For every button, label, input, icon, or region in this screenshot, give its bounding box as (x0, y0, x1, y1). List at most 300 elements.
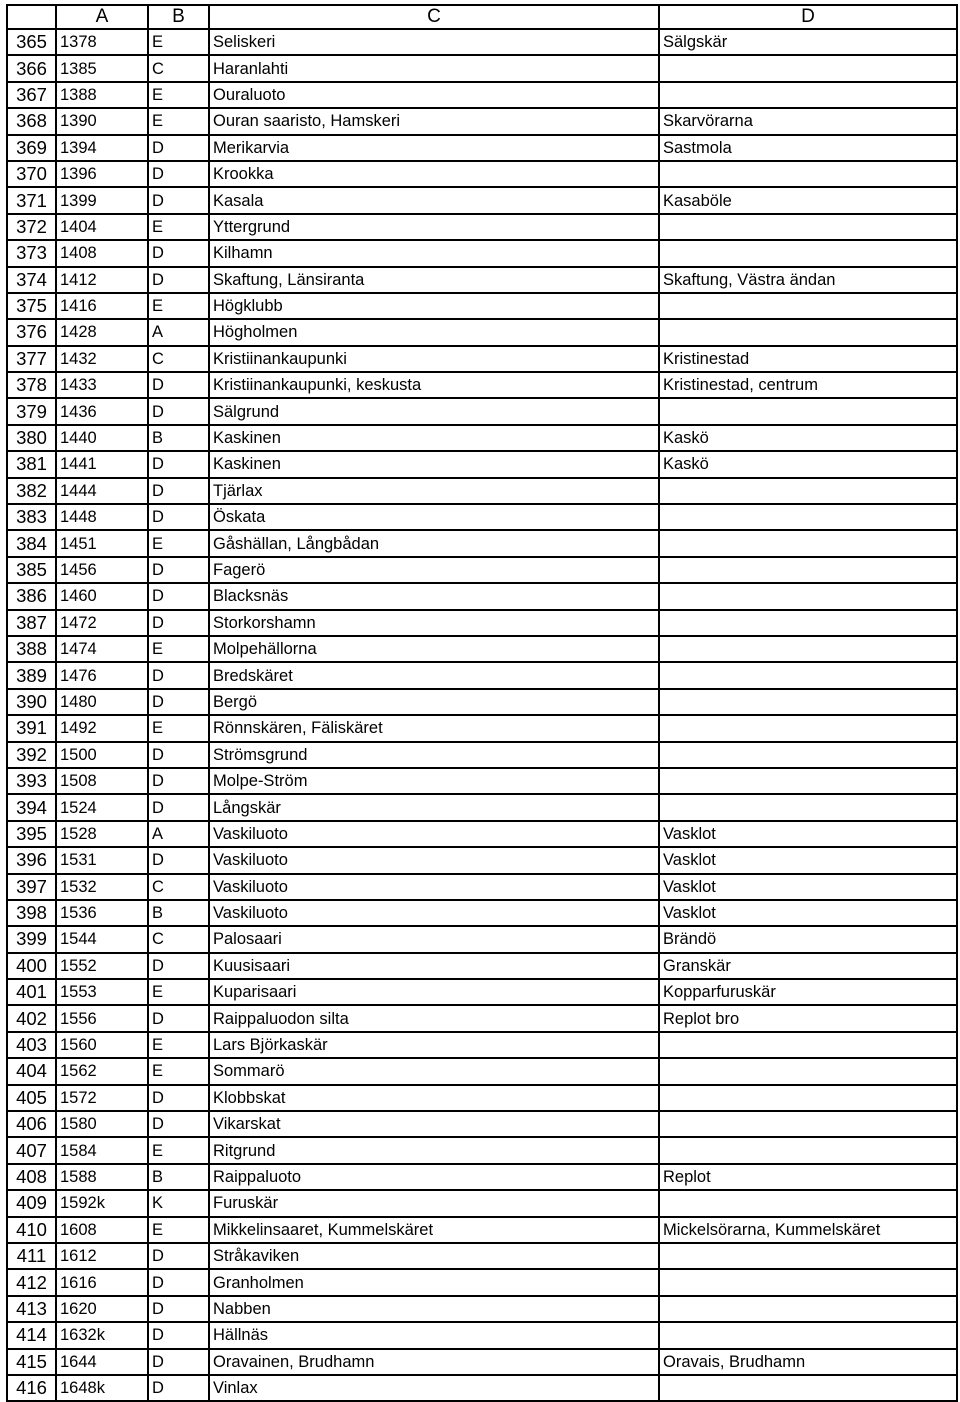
cell-b[interactable]: D (148, 662, 209, 688)
cell-b[interactable]: E (148, 293, 209, 319)
cell-b[interactable]: A (148, 821, 209, 847)
cell-d[interactable] (659, 293, 957, 319)
cell-b[interactable]: A (148, 319, 209, 345)
cell-c[interactable]: Fagerö (209, 557, 659, 583)
cell-a[interactable]: 1544 (56, 926, 148, 952)
cell-d[interactable] (659, 1269, 957, 1295)
row-number[interactable]: 398 (7, 900, 56, 926)
cell-a[interactable]: 1492 (56, 715, 148, 741)
cell-b[interactable]: B (148, 900, 209, 926)
cell-a[interactable]: 1378 (56, 29, 148, 55)
cell-a[interactable]: 1451 (56, 530, 148, 556)
cell-c[interactable]: Storkorshamn (209, 610, 659, 636)
table-row (7, 662, 957, 688)
cell-c[interactable]: Ritgrund (209, 1137, 659, 1163)
cell-a[interactable]: 1432 (56, 346, 148, 372)
cell-d[interactable] (659, 1322, 957, 1348)
column-header-b[interactable]: B (148, 5, 209, 29)
cell-a[interactable]: 1456 (56, 557, 148, 583)
cell-a[interactable]: 1428 (56, 319, 148, 345)
select-all-corner[interactable] (7, 5, 56, 29)
row-number[interactable]: 378 (7, 372, 56, 398)
cell-d[interactable] (659, 504, 957, 530)
cell-a[interactable]: 1572 (56, 1085, 148, 1111)
cell-a[interactable]: 1440 (56, 425, 148, 451)
table-row (7, 161, 957, 187)
cell-b[interactable]: D (148, 1269, 209, 1295)
table-row (7, 82, 957, 108)
cell-b[interactable]: E (148, 979, 209, 1005)
cell-c[interactable]: Stråkaviken (209, 1243, 659, 1269)
table-row (7, 1322, 957, 1348)
cell-a[interactable]: 1553 (56, 979, 148, 1005)
cell-b[interactable]: E (148, 1058, 209, 1084)
table-row (7, 821, 957, 847)
column-header-d[interactable]: D (659, 5, 957, 29)
row-number[interactable]: 379 (7, 398, 56, 424)
cell-c[interactable]: Gåshällan, Långbådan (209, 530, 659, 556)
cell-d[interactable]: Replot bro (659, 1005, 957, 1031)
row-number[interactable]: 404 (7, 1058, 56, 1084)
table-row (7, 900, 957, 926)
cell-d[interactable] (659, 1111, 957, 1137)
cell-a[interactable]: 1441 (56, 451, 148, 477)
cell-a[interactable]: 1592k (56, 1190, 148, 1216)
table-row (7, 1269, 957, 1295)
cell-c[interactable]: Kuparisaari (209, 979, 659, 1005)
table-row (7, 1296, 957, 1322)
cell-b[interactable]: D (148, 742, 209, 768)
cell-b[interactable]: C (148, 346, 209, 372)
row-number[interactable]: 382 (7, 478, 56, 504)
cell-d[interactable] (659, 478, 957, 504)
cell-b[interactable]: C (148, 874, 209, 900)
cell-b[interactable]: E (148, 214, 209, 240)
table-row (7, 1375, 957, 1401)
row-number[interactable]: 369 (7, 135, 56, 161)
row-number[interactable]: 413 (7, 1296, 56, 1322)
row-number[interactable]: 397 (7, 874, 56, 900)
cell-a[interactable]: 1390 (56, 108, 148, 134)
cell-b[interactable]: K (148, 1190, 209, 1216)
row-number[interactable]: 395 (7, 821, 56, 847)
column-header-c[interactable]: C (209, 5, 659, 29)
cell-b[interactable]: D (148, 478, 209, 504)
table-row (7, 953, 957, 979)
cell-c[interactable]: Haranlahti (209, 55, 659, 81)
cell-b[interactable]: B (148, 425, 209, 451)
table-row (7, 847, 957, 873)
cell-a[interactable]: 1460 (56, 583, 148, 609)
row-number[interactable]: 396 (7, 847, 56, 873)
cell-b[interactable]: D (148, 1111, 209, 1137)
row-number[interactable]: 372 (7, 214, 56, 240)
cell-b[interactable]: D (148, 398, 209, 424)
table-row (7, 742, 957, 768)
cell-a[interactable]: 1433 (56, 372, 148, 398)
row-number[interactable]: 380 (7, 425, 56, 451)
table-row (7, 346, 957, 372)
cell-a[interactable]: 1584 (56, 1137, 148, 1163)
cell-c[interactable]: Öskata (209, 504, 659, 530)
cell-d[interactable] (659, 662, 957, 688)
cell-c[interactable]: Molpehällorna (209, 636, 659, 662)
table-row (7, 398, 957, 424)
row-number[interactable]: 407 (7, 1137, 56, 1163)
row-number[interactable]: 383 (7, 504, 56, 530)
row-number[interactable]: 366 (7, 55, 56, 81)
cell-b[interactable]: D (148, 847, 209, 873)
cell-b[interactable]: E (148, 1137, 209, 1163)
cell-d[interactable] (659, 82, 957, 108)
cell-d[interactable] (659, 530, 957, 556)
cell-c[interactable]: Yttergrund (209, 214, 659, 240)
cell-c[interactable]: Raippaluodon silta (209, 1005, 659, 1031)
cell-a[interactable]: 1388 (56, 82, 148, 108)
cell-d[interactable] (659, 1296, 957, 1322)
cell-b[interactable]: D (148, 161, 209, 187)
cell-c[interactable]: Seliskeri (209, 29, 659, 55)
cell-c[interactable]: Vaskiluoto (209, 900, 659, 926)
row-number[interactable]: 388 (7, 636, 56, 662)
cell-c[interactable]: Kuusisaari (209, 953, 659, 979)
spreadsheet-grid (6, 4, 958, 1402)
cell-c[interactable]: Oravainen, Brudhamn (209, 1349, 659, 1375)
cell-d[interactable]: Kristinestad (659, 346, 957, 372)
table-row (7, 1164, 957, 1190)
cell-b[interactable]: E (148, 715, 209, 741)
cell-d[interactable]: Kaskö (659, 451, 957, 477)
cell-a[interactable]: 1408 (56, 240, 148, 266)
cell-c[interactable]: Sommarö (209, 1058, 659, 1084)
cell-c[interactable]: Krookka (209, 161, 659, 187)
cell-d[interactable]: Mickelsörarna, Kummelskäret (659, 1217, 957, 1243)
column-header-a[interactable]: A (56, 5, 148, 29)
table-row (7, 293, 957, 319)
table-row (7, 451, 957, 477)
cell-b[interactable]: D (148, 1005, 209, 1031)
row-number[interactable]: 402 (7, 1005, 56, 1031)
cell-a[interactable]: 1480 (56, 689, 148, 715)
cell-b[interactable]: D (148, 794, 209, 820)
cell-d[interactable] (659, 55, 957, 81)
cell-a[interactable]: 1552 (56, 953, 148, 979)
cell-c[interactable]: Kristiinankaupunki (209, 346, 659, 372)
cell-c[interactable]: Furuskär (209, 1190, 659, 1216)
cell-b[interactable]: E (148, 82, 209, 108)
cell-a[interactable]: 1394 (56, 135, 148, 161)
cell-c[interactable]: Blacksnäs (209, 583, 659, 609)
cell-a[interactable]: 1608 (56, 1217, 148, 1243)
cell-c[interactable]: Kilhamn (209, 240, 659, 266)
cell-c[interactable]: Kaskinen (209, 425, 659, 451)
cell-a[interactable]: 1436 (56, 398, 148, 424)
row-number[interactable]: 406 (7, 1111, 56, 1137)
row-number[interactable]: 370 (7, 161, 56, 187)
cell-d[interactable] (659, 557, 957, 583)
table-row (7, 55, 957, 81)
cell-b[interactable]: D (148, 267, 209, 293)
cell-b[interactable]: D (148, 504, 209, 530)
cell-d[interactable] (659, 1137, 957, 1163)
row-number[interactable]: 384 (7, 530, 56, 556)
cell-c[interactable]: Kaskinen (209, 451, 659, 477)
cell-b[interactable]: D (148, 1085, 209, 1111)
cell-c[interactable]: Sälgrund (209, 398, 659, 424)
cell-d[interactable] (659, 214, 957, 240)
table-row (7, 1190, 957, 1216)
cell-d[interactable]: Sastmola (659, 135, 957, 161)
cell-d[interactable]: Vasklot (659, 847, 957, 873)
row-number[interactable]: 377 (7, 346, 56, 372)
cell-d[interactable]: Skaftung, Västra ändan (659, 267, 957, 293)
cell-d[interactable] (659, 1058, 957, 1084)
cell-b[interactable]: D (148, 557, 209, 583)
row-number[interactable]: 390 (7, 689, 56, 715)
cell-b[interactable]: D (148, 689, 209, 715)
cell-a[interactable]: 1474 (56, 636, 148, 662)
cell-a[interactable]: 1416 (56, 293, 148, 319)
row-number[interactable]: 373 (7, 240, 56, 266)
cell-d[interactable]: Replot (659, 1164, 957, 1190)
table-row (7, 214, 957, 240)
cell-c[interactable]: Vaskiluoto (209, 847, 659, 873)
cell-a[interactable]: 1560 (56, 1032, 148, 1058)
row-number[interactable]: 401 (7, 979, 56, 1005)
table-row (7, 1217, 957, 1243)
cell-a[interactable]: 1644 (56, 1349, 148, 1375)
cell-b[interactable]: D (148, 768, 209, 794)
cell-a[interactable]: 1524 (56, 794, 148, 820)
cell-d[interactable] (659, 794, 957, 820)
row-number[interactable]: 400 (7, 953, 56, 979)
cell-d[interactable] (659, 1032, 957, 1058)
row-number[interactable]: 399 (7, 926, 56, 952)
row-number[interactable]: 411 (7, 1243, 56, 1269)
cell-c[interactable]: Rönnskären, Fäliskäret (209, 715, 659, 741)
cell-c[interactable]: Molpe-Ström (209, 768, 659, 794)
cell-a[interactable]: 1528 (56, 821, 148, 847)
cell-b[interactable]: E (148, 1217, 209, 1243)
cell-b[interactable]: D (148, 240, 209, 266)
cell-c[interactable]: Tjärlax (209, 478, 659, 504)
row-number[interactable]: 393 (7, 768, 56, 794)
row-number[interactable]: 387 (7, 610, 56, 636)
cell-d[interactable] (659, 689, 957, 715)
cell-d[interactable]: Oravais, Brudhamn (659, 1349, 957, 1375)
cell-a[interactable]: 1399 (56, 187, 148, 213)
cell-c[interactable]: Vaskiluoto (209, 874, 659, 900)
cell-a[interactable]: 1632k (56, 1322, 148, 1348)
row-number[interactable]: 415 (7, 1349, 56, 1375)
cell-c[interactable]: Skaftung, Länsiranta (209, 267, 659, 293)
row-number[interactable]: 403 (7, 1032, 56, 1058)
row-number[interactable]: 374 (7, 267, 56, 293)
cell-b[interactable]: E (148, 29, 209, 55)
cell-d[interactable] (659, 768, 957, 794)
cell-b[interactable]: D (148, 1375, 209, 1401)
cell-a[interactable]: 1412 (56, 267, 148, 293)
cell-d[interactable]: Skarvörarna (659, 108, 957, 134)
row-number[interactable]: 414 (7, 1322, 56, 1348)
cell-c[interactable]: Merikarvia (209, 135, 659, 161)
cell-b[interactable]: D (148, 1349, 209, 1375)
cell-c[interactable]: Lars Björkaskär (209, 1032, 659, 1058)
row-number[interactable]: 394 (7, 794, 56, 820)
cell-a[interactable]: 1620 (56, 1296, 148, 1322)
table-row (7, 926, 957, 952)
cell-d[interactable] (659, 319, 957, 345)
cell-c[interactable]: Palosaari (209, 926, 659, 952)
table-row (7, 1243, 957, 1269)
cell-b[interactable]: D (148, 1322, 209, 1348)
cell-c[interactable]: Vinlax (209, 1375, 659, 1401)
table-row (7, 979, 957, 1005)
cell-c[interactable]: Bergö (209, 689, 659, 715)
cell-d[interactable] (659, 398, 957, 424)
cell-b[interactable]: D (148, 1243, 209, 1269)
row-number[interactable]: 371 (7, 187, 56, 213)
cell-b[interactable]: E (148, 108, 209, 134)
cell-d[interactable] (659, 1190, 957, 1216)
cell-a[interactable]: 1536 (56, 900, 148, 926)
row-number[interactable]: 375 (7, 293, 56, 319)
cell-d[interactable] (659, 1085, 957, 1111)
table-row (7, 1111, 957, 1137)
cell-d[interactable] (659, 1243, 957, 1269)
cell-b[interactable]: D (148, 583, 209, 609)
cell-d[interactable]: Kaskö (659, 425, 957, 451)
row-number[interactable]: 365 (7, 29, 56, 55)
cell-d[interactable]: Kristinestad, centrum (659, 372, 957, 398)
cell-d[interactable] (659, 1375, 957, 1401)
cell-d[interactable]: Brändö (659, 926, 957, 952)
cell-d[interactable] (659, 240, 957, 266)
cell-b[interactable]: E (148, 530, 209, 556)
cell-a[interactable]: 1472 (56, 610, 148, 636)
cell-c[interactable]: Hällnäs (209, 1322, 659, 1348)
table-row (7, 108, 957, 134)
cell-c[interactable]: Mikkelinsaaret, Kummelskäret (209, 1217, 659, 1243)
row-number[interactable]: 367 (7, 82, 56, 108)
cell-d[interactable] (659, 583, 957, 609)
cell-b[interactable]: D (148, 610, 209, 636)
cell-a[interactable]: 1648k (56, 1375, 148, 1401)
cell-d[interactable]: Vasklot (659, 874, 957, 900)
cell-a[interactable]: 1532 (56, 874, 148, 900)
cell-a[interactable]: 1444 (56, 478, 148, 504)
cell-a[interactable]: 1616 (56, 1269, 148, 1295)
table-row (7, 1032, 957, 1058)
row-number[interactable]: 389 (7, 662, 56, 688)
cell-c[interactable]: Nabben (209, 1296, 659, 1322)
cell-d[interactable] (659, 742, 957, 768)
cell-c[interactable]: Ouraluoto (209, 82, 659, 108)
row-number[interactable]: 416 (7, 1375, 56, 1401)
cell-a[interactable]: 1500 (56, 742, 148, 768)
cell-a[interactable]: 1612 (56, 1243, 148, 1269)
table-row (7, 29, 957, 55)
table-row (7, 610, 957, 636)
row-number[interactable]: 385 (7, 557, 56, 583)
row-number[interactable]: 409 (7, 1190, 56, 1216)
cell-b[interactable]: D (148, 372, 209, 398)
row-number[interactable]: 386 (7, 583, 56, 609)
column-header-row (7, 5, 957, 29)
cell-c[interactable]: Kasala (209, 187, 659, 213)
cell-d[interactable]: Vasklot (659, 900, 957, 926)
cell-b[interactable]: D (148, 135, 209, 161)
cell-d[interactable]: Vasklot (659, 821, 957, 847)
cell-a[interactable]: 1508 (56, 768, 148, 794)
cell-a[interactable]: 1556 (56, 1005, 148, 1031)
cell-c[interactable]: Granholmen (209, 1269, 659, 1295)
table-row (7, 1137, 957, 1163)
cell-d[interactable]: Granskär (659, 953, 957, 979)
cell-a[interactable]: 1588 (56, 1164, 148, 1190)
cell-c[interactable]: Strömsgrund (209, 742, 659, 768)
cell-a[interactable]: 1404 (56, 214, 148, 240)
row-number[interactable]: 412 (7, 1269, 56, 1295)
cell-c[interactable]: Högklubb (209, 293, 659, 319)
cell-c[interactable]: Raippaluoto (209, 1164, 659, 1190)
row-number[interactable]: 381 (7, 451, 56, 477)
cell-a[interactable]: 1562 (56, 1058, 148, 1084)
cell-d[interactable] (659, 610, 957, 636)
row-number[interactable]: 391 (7, 715, 56, 741)
cell-a[interactable]: 1580 (56, 1111, 148, 1137)
cell-b[interactable]: D (148, 451, 209, 477)
cell-c[interactable]: Långskär (209, 794, 659, 820)
cell-d[interactable] (659, 636, 957, 662)
cell-b[interactable]: D (148, 953, 209, 979)
row-number[interactable]: 392 (7, 742, 56, 768)
cell-c[interactable]: Vaskiluoto (209, 821, 659, 847)
table-row (7, 1005, 957, 1031)
row-number[interactable]: 368 (7, 108, 56, 134)
cell-b[interactable]: D (148, 187, 209, 213)
cell-d[interactable]: Sälgskär (659, 29, 957, 55)
cell-a[interactable]: 1396 (56, 161, 148, 187)
cell-c[interactable]: Kristiinankaupunki, keskusta (209, 372, 659, 398)
cell-b[interactable]: B (148, 1164, 209, 1190)
row-number[interactable]: 405 (7, 1085, 56, 1111)
cell-c[interactable]: Bredskäret (209, 662, 659, 688)
row-number[interactable]: 408 (7, 1164, 56, 1190)
row-number[interactable]: 376 (7, 319, 56, 345)
cell-a[interactable]: 1385 (56, 55, 148, 81)
cell-a[interactable]: 1476 (56, 662, 148, 688)
cell-c[interactable]: Vikarskat (209, 1111, 659, 1137)
cell-b[interactable]: E (148, 1032, 209, 1058)
cell-b[interactable]: C (148, 55, 209, 81)
cell-d[interactable]: Kopparfuruskär (659, 979, 957, 1005)
cell-c[interactable]: Ouran saaristo, Hamskeri (209, 108, 659, 134)
cell-a[interactable]: 1531 (56, 847, 148, 873)
cell-b[interactable]: D (148, 1296, 209, 1322)
cell-a[interactable]: 1448 (56, 504, 148, 530)
row-number[interactable]: 410 (7, 1217, 56, 1243)
cell-b[interactable]: C (148, 926, 209, 952)
cell-c[interactable]: Högholmen (209, 319, 659, 345)
table-row (7, 715, 957, 741)
cell-b[interactable]: E (148, 636, 209, 662)
cell-d[interactable] (659, 715, 957, 741)
cell-d[interactable] (659, 161, 957, 187)
table-row (7, 425, 957, 451)
cell-c[interactable]: Klobbskat (209, 1085, 659, 1111)
cell-d[interactable]: Kasaböle (659, 187, 957, 213)
